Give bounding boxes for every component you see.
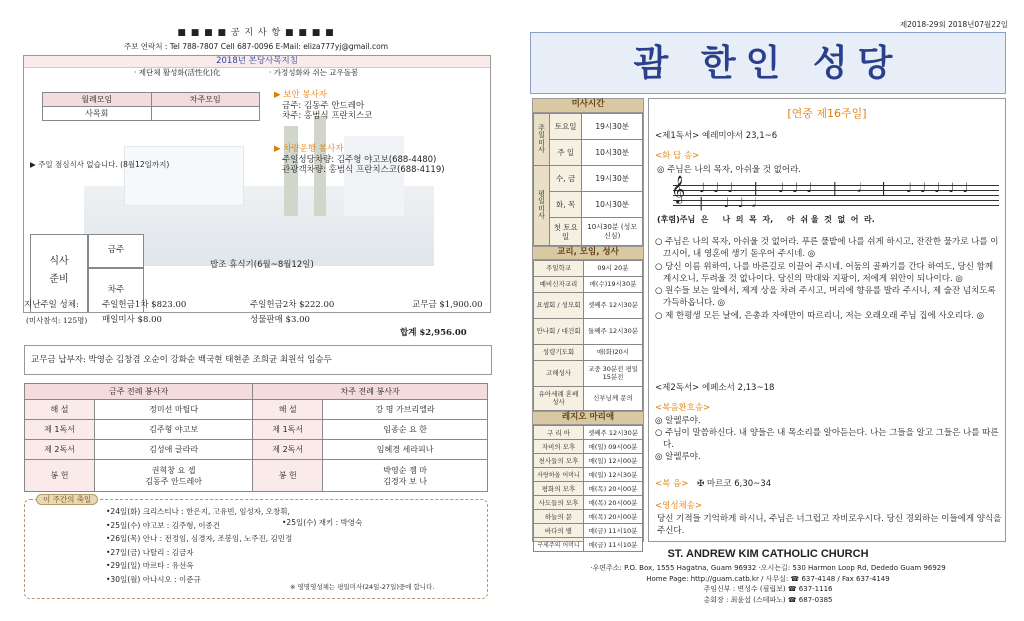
mass-table xyxy=(533,113,643,246)
title-banner xyxy=(530,32,1006,94)
parking-block xyxy=(274,144,445,176)
liturgy-box xyxy=(648,98,1006,542)
legio-time: 매(금) 11시10분 xyxy=(584,524,643,538)
psalm-response: ◎ 주님은 나의 목자, 아쉬울 것 없어라. xyxy=(657,165,801,175)
offering-sunday-1: 주일헌금1차 $823.00 xyxy=(102,300,187,310)
alleluia-line: ◎ 알렐루야. xyxy=(655,416,701,426)
right-page xyxy=(528,18,1008,618)
alleluia xyxy=(655,415,1001,463)
server-role: 제 2독서 xyxy=(253,440,323,460)
parking-tourist: 관광객차량: 홍범식 프란치스코(688-4119) xyxy=(282,165,445,176)
legio-table xyxy=(533,425,643,552)
edu-name: 고해성사 xyxy=(534,361,584,387)
legio-name: 사도들의 모후 xyxy=(534,496,584,510)
legio-time: 매(목) 20시00분 xyxy=(584,496,643,510)
mass-time: 19시30분 xyxy=(582,166,643,192)
mass-time: 19시30분 xyxy=(582,114,643,140)
reading-1: <제1독서> 예레미야서 23,1~6 xyxy=(655,131,778,141)
security-this-week: 금주: 김동주 안드레아 xyxy=(282,100,365,111)
edu-title: 교리, 모임, 성사 xyxy=(533,246,643,260)
church-name-en: ST. ANDREW KIM CATHOLIC CHURCH xyxy=(667,548,869,560)
address-line: 주임신부 : 변성수 (필립보) ☎ 637-1116 xyxy=(703,585,833,593)
legio-name: 구 리 아 xyxy=(534,426,584,440)
mass-day: 주 일 xyxy=(550,140,582,166)
legio-name: 하늘의 문 xyxy=(534,510,584,524)
server-role: 제 1독서 xyxy=(253,420,323,440)
edu-time: 09시 20분 xyxy=(584,261,643,277)
lunch-notice: ▶ 주일 점심식사 없습니다. (8월12일까지) xyxy=(30,160,170,169)
legio-time: 매(금) 11시10분 xyxy=(584,538,643,552)
server-role: 봉 헌 xyxy=(253,460,323,492)
group-header-next: 차주모임 xyxy=(151,93,260,107)
legio-name: 구세주의 어머니 xyxy=(534,538,584,552)
dues-amount: 교무금 $1,900.00 xyxy=(412,300,483,310)
parking-title: ▶ 차량운행 봉사자 xyxy=(274,144,344,154)
legio-title: 레지오 마리애 xyxy=(533,411,643,425)
issue-line: 제2018-29회 2018년07월22일 xyxy=(899,20,1008,29)
treble-clef-icon: 𝄞 xyxy=(671,175,686,203)
address-line: ·우편주소: P.O. Box, 1555 Hagatna, Guam 96932 ·오시는길: 530 Harmon Loop Rd, Dededo Guam 96929 xyxy=(590,564,946,572)
church-title: 괌 한인 성당 xyxy=(633,43,903,84)
server-name: 김성애 글라라 xyxy=(95,440,253,460)
security-block xyxy=(274,90,372,122)
server-name: 정미선 마틸다 xyxy=(95,400,253,420)
edu-name: 유아세례 혼배성사 xyxy=(534,387,584,411)
edu-name: 안나회 / 대건회 xyxy=(534,319,584,345)
group-header-monthly: 월례모임 xyxy=(43,93,152,107)
edu-time: 둘째주 12시30분 xyxy=(584,319,643,345)
mass-day: 첫 토요일 xyxy=(550,218,582,246)
server-role: 해 설 xyxy=(253,400,323,420)
address-block xyxy=(528,563,1008,605)
server-name: 김주형 야고보 xyxy=(95,420,253,440)
sunday-title: [연중 제16주일] xyxy=(787,107,867,120)
communion-text: 당신 기적들 기억하게 하시니, 주님은 너그럽고 자비로우시다. 당신 경외하는 이들에게 양식을 주신다. xyxy=(657,514,1002,536)
legio-time: 매(일) 12시30분 xyxy=(584,468,643,482)
server-role: 봉 헌 xyxy=(25,460,95,492)
offering-weekday: 매일미사 $8.00 xyxy=(102,315,162,325)
security-title: ▶ 보안 봉사자 xyxy=(274,90,328,100)
edu-name: 성령기도회 xyxy=(534,345,584,361)
feast-item: •25일(수) 야고보 : 김주형, 이종건 xyxy=(106,520,220,530)
psalm-verses xyxy=(655,236,1001,322)
dues-payers: 교무금 납부자: 박영순 김창겸 오순이 강화순 백국현 태현준 조희균 최원석 임승두 xyxy=(24,345,492,375)
server-name: 권혁창 요 셉 김동주 안드레아 xyxy=(95,460,253,492)
legio-time: 매(일) 12시00분 xyxy=(584,454,643,468)
legio-time: 매(목) 20시00분 xyxy=(584,510,643,524)
pastoral-title: 2018년 본당사목지침 xyxy=(24,56,490,68)
legio-name: 바다의 별 xyxy=(534,524,584,538)
announcement-box xyxy=(23,55,491,313)
server-name: 박영순 젬 마 김경자 보 나 xyxy=(323,460,488,492)
feast-item-extra: •25일(수) 재키 : 박영숙 xyxy=(282,518,363,527)
edu-table xyxy=(533,260,643,411)
psalm-verse: ○ 당신 이름 위하여, 나를 바른길로 이끌어 주시네. 어둠의 골짜기를 간다 하여도, 당신 함께 계시오니, 두려울 것 없나이다. 당신의 막대와 지팡이, 저에게 위안이 되나이다. ◎ xyxy=(655,261,994,284)
mass-group: 평 일 미 사 xyxy=(534,166,550,246)
mass-group: 주 일 미 사 xyxy=(534,114,550,166)
edu-name: 요셉회 / 성모회 xyxy=(534,293,584,319)
psalm-verse: ○ 주님은 나의 목자, 아쉬울 것 없어라. 푸른 풀밭에 나를 쉬게 하시고, 잔잔한 물가로 나를 이끄시어, 내 영혼에 생기 돋우어 주시네. ◎ xyxy=(655,237,999,260)
edu-name: 주일학교 xyxy=(534,261,584,277)
mass-time: 10시30분 xyxy=(582,140,643,166)
feast-item: •26일(목) 안나 : 전정임, 심경자, 조봉임, 노주진, 김민정 xyxy=(106,534,293,543)
feast-item: •24일(화) 크리스티나 : 한은지, 고유빈, 임성자, 오창휘, xyxy=(106,507,290,516)
edu-name: 예비신자교리 xyxy=(534,277,584,293)
alleluia-label: <복음환호송> xyxy=(655,403,711,413)
meal-label: 식사 준비 xyxy=(30,234,88,313)
alleluia-line: ○ 주님이 말씀하신다. 내 양들은 내 목소리를 알아듣는다. 나는 그들을 알고 그들은 나를 따른다. xyxy=(655,428,999,450)
feast-item: •30일(월) 아나시오 : 이준규 xyxy=(106,574,201,584)
server-role: 제 1독서 xyxy=(25,420,95,440)
psalm-verse: ○ 원수들 보는 앞에서, 제게 상을 차려 주시고, 머리에 향유를 발라 주시니, 제 술잔 넘치도록 가득하옵니다. ◎ xyxy=(655,286,996,309)
attend-note: (미사참석: 125명) xyxy=(26,316,88,325)
mass-time: 10시30분 xyxy=(582,192,643,218)
gospel-line xyxy=(655,479,771,490)
legio-name: 자비의 모후 xyxy=(534,440,584,454)
legio-time: 매(일) 09시00분 xyxy=(584,440,643,454)
address-line: Home Page: http://guam.catb.kr / 사무실: ☎ 637-4148 / Fax 637-4149 xyxy=(646,574,890,583)
group-cell xyxy=(151,107,260,121)
lunch-text: 주일 점심식사 없습니다. (8월12일까지) xyxy=(38,160,170,169)
edu-time: 매(화)20시 xyxy=(584,345,643,361)
servers-header-next: 차주 전례 봉사자 xyxy=(253,384,488,400)
servers-table xyxy=(24,383,488,492)
gospel-ref: ✠ 마르코 6,30~34 xyxy=(697,479,772,489)
edu-time: 교중 30분전 평일 15분전 xyxy=(584,361,643,387)
gospel-label: <복 음> xyxy=(655,479,689,489)
alleluia-line: ◎ 알렐루야. xyxy=(655,452,701,462)
meal-note: 밥조 휴식기(6월~8월12일) xyxy=(210,260,314,270)
music-staff xyxy=(671,175,999,211)
schedule-column xyxy=(532,98,644,549)
edu-time: 신부님께 문의 xyxy=(584,387,643,411)
server-name: 임종순 요 한 xyxy=(323,420,488,440)
legio-name: 사랑하올 어머니 xyxy=(534,468,584,482)
pastoral-item-2: · 가정성화와 쉬는 교우돌봄 xyxy=(269,68,359,77)
sheet-lyrics: (후렴)주님 은 나 의 목 자, 아 쉬 울 것 없 어 라. xyxy=(657,215,875,224)
communion-label: <영성체송> xyxy=(655,501,703,511)
mass-day: 토요일 xyxy=(550,114,582,140)
total-amount: 합계 $2,956.00 xyxy=(400,328,467,338)
mass-title: 미사시간 xyxy=(533,99,643,113)
server-name: 임혜경 세라피나 xyxy=(323,440,488,460)
left-page xyxy=(20,25,492,615)
notice-title: ■ ■ ■ ■ 공 지 사 항 ■ ■ ■ ■ xyxy=(177,28,335,38)
mass-day: 수, 금 xyxy=(550,166,582,192)
group-table xyxy=(42,92,260,121)
security-next-week: 차주: 홍범식 프란치스코 xyxy=(282,111,373,122)
server-role: 제 2독서 xyxy=(25,440,95,460)
meal-next-week: 차주 xyxy=(88,268,144,313)
edu-time: 매(수)19시30분 xyxy=(584,277,643,293)
server-role: 해 설 xyxy=(25,400,95,420)
legio-time: 셋째주 12시30분 xyxy=(584,426,643,440)
mass-time: 10시30분 (성모신심) xyxy=(582,218,643,246)
mass-day: 화, 목 xyxy=(550,192,582,218)
psalm-verse: ○ 제 한평생 모든 날에, 은총과 자애만이 따르리니, 저는 오래오래 주님 집에 사오리다. ◎ xyxy=(655,310,985,321)
group-cell: 사목회 xyxy=(43,107,152,121)
parking-sunday: 주일성당차량: 김주형 야고보(688-4480) xyxy=(282,154,437,165)
feast-tag: 이 주간의 축일 xyxy=(36,494,98,505)
edu-time: 셋째주 12시30분 xyxy=(584,293,643,319)
notes-icon: ♩♩♩ | ♩♩♩ | 𝅗𝅥 | ♩♩♩♩♩ | ♩♩𝅗𝅥 xyxy=(699,181,977,211)
contact-line: 주보 연락처 : Tel 788-7807 Cell 687-0096 E-Mail: eliza777yj@gmail.com xyxy=(123,42,389,51)
meal-this-week: 금주 xyxy=(88,234,144,268)
offering-sunday-2: 주일헌금2차 $222.00 xyxy=(250,300,335,310)
feast-footnote: ※ 영명영성체는 평일미사(24일-27일)중에 합니다. xyxy=(290,583,435,591)
feast-list xyxy=(106,505,292,586)
attend-label: 지난주일 성체: xyxy=(24,300,79,310)
feast-item: •29일(일) 마르타 : 유선옥 xyxy=(106,561,194,570)
address-line: 총회장 : 최윤섭 (스테파노) ☎ 687-0385 xyxy=(703,595,833,604)
goods-sales: 성물판매 $3.00 xyxy=(250,315,310,325)
legio-name: 천사들의 모후 xyxy=(534,454,584,468)
legio-time: 매(목) 20시00분 xyxy=(584,482,643,496)
reading-2: <제2독서> 에페소서 2,13~18 xyxy=(655,383,775,393)
legio-name: 평화의 모후 xyxy=(534,482,584,496)
servers-header-this: 금주 전례 봉사자 xyxy=(25,384,253,400)
psalm-label: <화 답 송> xyxy=(655,151,700,161)
server-name: 강 명 가브리엘라 xyxy=(323,400,488,420)
pastoral-item-1: · 제단체 활성화(活性化)化 xyxy=(134,68,221,77)
feast-item: •27일(금) 나탈리 : 김금자 xyxy=(106,547,194,557)
